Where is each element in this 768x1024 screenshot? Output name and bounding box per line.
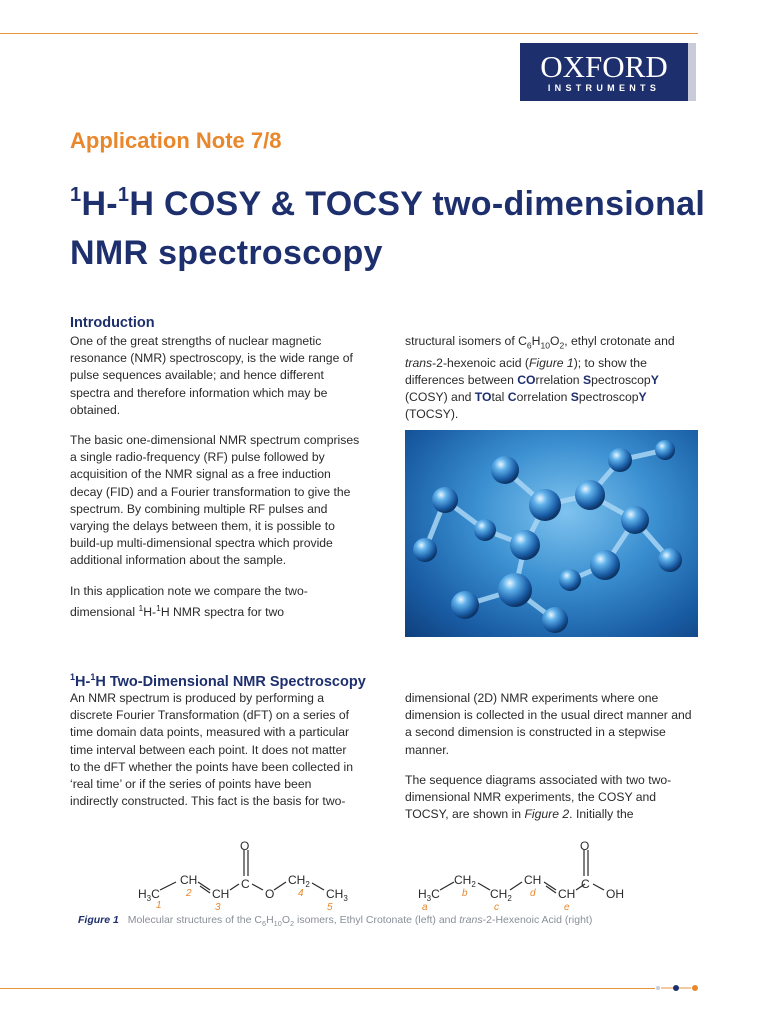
document-title: $^1$H-$^1$H COSY & TOCSY two-dimensional NMR spectroscopy xyxy=(70,183,706,272)
figure-1-caption: Figure 1 Molecular structures of the $C_6H_{10}O_2$ isomers, Ethyl Crotonate (left) and trans-2-Hexenoic Acid (right) xyxy=(78,914,593,929)
top-rule xyxy=(0,33,698,34)
section-2d-nmr-heading: $^1$H-$^1$H Two-Dimensional NMR Spectroscopy xyxy=(70,672,366,690)
label-5: 5 xyxy=(327,902,333,910)
introduction-heading: Introduction xyxy=(70,315,155,331)
label-4: 4 xyxy=(298,888,304,899)
label-d: d xyxy=(530,888,536,899)
intro-right-paragraph: structural isomers of $C_6H_{10}O_2$, ethyl crotonate and trans-2-hexenoic acid (Figure 1); to show the differences between COrrelation SpectroscopY (COSY) and TOtal Correlation SpectroscopY (TOCSY). xyxy=(405,334,675,422)
atom-ch-low-right: CH xyxy=(558,887,576,901)
atom-h3c-left: $H_3C$ xyxy=(138,887,160,903)
molecule-photo xyxy=(405,430,698,637)
introduction-right-column xyxy=(405,333,700,436)
atom-h3c-right: $H_3C$ xyxy=(418,887,440,903)
atom-ch-left: CH xyxy=(180,873,198,887)
ethyl-crotonate-structure xyxy=(138,840,348,910)
label-c: c xyxy=(494,902,499,910)
logo-subword: INSTRUMENTS xyxy=(547,82,661,93)
section-2d-right-paragraph-1: dimensional (2D) NMR experiments where one dimension is collected in the usual direct manner and a second dimension is constructed in a stepwise manner. xyxy=(405,691,692,757)
section-2d-right-column xyxy=(405,690,700,836)
label-e: e xyxy=(564,902,570,910)
introduction-left-column xyxy=(70,333,362,634)
atom-o-ester: O xyxy=(265,887,275,901)
atom-o-top-right: O xyxy=(580,840,590,853)
label-2: 2 xyxy=(186,888,192,899)
atom-ch2-left: $CH_2$ xyxy=(288,873,310,889)
section-2d-left-paragraph: An NMR spectrum is produced by performing a discrete Fourier Transformation (dFT) on a series of time domain data points, measured with a particular time interval between each point. It does not matter to the dFT whether the points have been collected in ‘real time’ or if the series of points have been indirectly constructed. This fact is the basis for two- xyxy=(70,691,353,809)
figure-1-label: Figure 1 xyxy=(78,914,119,926)
atom-ch2-b: $CH_2$ xyxy=(490,887,512,903)
label-3: 3 xyxy=(215,902,221,910)
atom-ch-right: CH xyxy=(524,873,542,887)
atom-ch3-left: $CH_3$ xyxy=(326,887,348,903)
intro-paragraph-3: In this application note we compare the two-dimensional $^1$H-$^1$H NMR spectra for two xyxy=(70,583,308,619)
hexenoic-acid-structure xyxy=(418,840,624,910)
label-b: b xyxy=(462,888,468,899)
section-2d-right-paragraph-2: The sequence diagrams associated with two two-dimensional NMR experiments, the COSY and TOCSY, are shown in Figure 2. Initially the xyxy=(405,772,672,822)
intro-paragraph-1: One of the great strengths of nuclear magnetic resonance (NMR) spectroscopy, is the wide range of pulse sequences available; and hence different spectra and therefore information which may be obtained. xyxy=(70,334,353,417)
atom-oh: OH xyxy=(606,887,624,901)
oxford-instruments-logo xyxy=(520,43,696,101)
atom-o-top-left: O xyxy=(240,840,250,853)
footer-dots-ornament xyxy=(655,983,703,993)
section-2d-left-column xyxy=(70,690,355,823)
bottom-rule xyxy=(0,988,655,989)
logo-word: OXFORD xyxy=(540,48,668,84)
label-a: a xyxy=(422,902,428,910)
label-1: 1 xyxy=(156,900,162,910)
application-note-label: Application Note 7/8 xyxy=(70,128,282,153)
atom-c-left: C xyxy=(241,877,250,891)
intro-paragraph-2: The basic one-dimensional NMR spectrum comprises a single radio-frequency (RF) pulse followed by acquisition of the NMR signal as a free induction decay (FID) and a Fourier transformation to give the spectrum. By combining multiple RF pulses and varying the delays between them, it is possible to build-up multi-dimensional spectra which provide additional information about the sample. xyxy=(70,433,360,568)
atom-ch-low-left: CH xyxy=(212,887,230,901)
atom-ch2-a: $CH_2$ xyxy=(454,873,476,889)
figure-1-molecular-structures xyxy=(128,840,708,910)
atom-c-right: C xyxy=(581,877,590,891)
